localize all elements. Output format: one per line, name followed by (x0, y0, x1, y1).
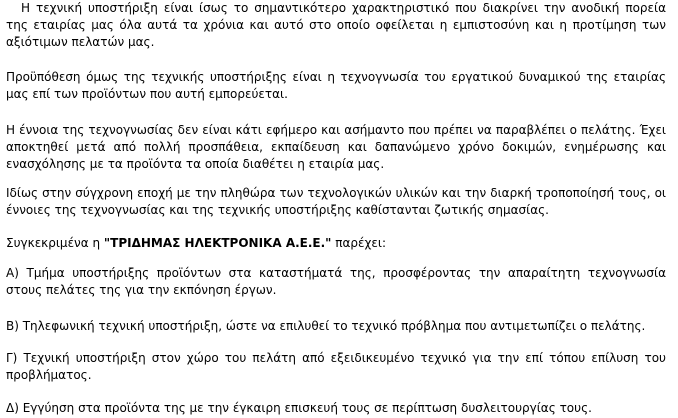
services-intro-lead: Συγκεκριμένα η (6, 236, 104, 250)
service-item-a: Α) Τμήμα υποστήριξης προϊόντων στα καταστήματά της, προσφέροντας την απαραίτητη τεχνογνωσία στους πελάτες της για την εκπόνηση έργων. (6, 266, 666, 297)
service-item-d: Δ) Εγγύηση στα προϊόντα της με την έγκαιρη επισκευή τους σε περίπτωση δυσλειτουργίας τους. (6, 401, 592, 415)
paragraph-intro: Η τεχνική υποστήριξη είναι ίσως το σημαντικότερο χαρακτηριστικό που διακρίνει την ανοδική πορεία της εταιρίας μας όλα αυτά τα χρόνια και αυτό στο οποίο οφείλεται η εμπιστοσύνη και η προτίμηση των αξιότιμων πελατών μας. (6, 1, 666, 49)
paragraph-prerequisite: Προϋπόθεση όμως της τεχνικής υποστήριξης είναι η τεχνογνωσία του εργατικού δυναμικού της εταιρίας μας επί των προϊόντων που αυτή εμπορεύεται. (6, 70, 666, 101)
service-item-c: Γ) Τεχνική υποστήριξη στον χώρο του πελάτη από εξειδικευμένο τεχνικό για την επί τόπου επίλυση του προβλήματος. (6, 351, 666, 382)
paragraph-modern-era: Ιδίως στην σύγχρονη εποχή με την πληθώρα των τεχνολογικών υλικών και την διαρκή τροποποίησή τους, οι έννοιες της τεχνογνωσίας και της τεχνικής υποστήριξης καθίστανται ζωτικής σημασίας. (6, 186, 666, 217)
company-name: "ΤΡΙΔΗΜΑΣ ΗΛΕΚΤΡΟΝΙΚΑ Α.Ε.Ε." (103, 236, 332, 250)
service-item-b: Β) Τηλεφωνική τεχνική υποστήριξη, ώστε να επιλυθεί το τεχνικό πρόβλημα που αντιμετωπίζει ο πελάτης. (6, 319, 646, 333)
paragraph-know-how: Η έννοια της τεχνογνωσίας δεν είναι κάτι εφήμερο και ασήμαντο που πρέπει να παραβλέπει ο πελάτης. Έχει αποκτηθεί μετά από πολλή προσπάθεια, εκπαίδευση και δαπανώμενο χρόνο δοκιμών, ενημέρωσης και ενασχόλησης με τα προϊόντα τα οποία διαθέτει η εταιρία μας. (6, 123, 666, 171)
paragraph-services-intro (6, 235, 666, 252)
services-intro-tail: παρέχει: (331, 236, 387, 250)
